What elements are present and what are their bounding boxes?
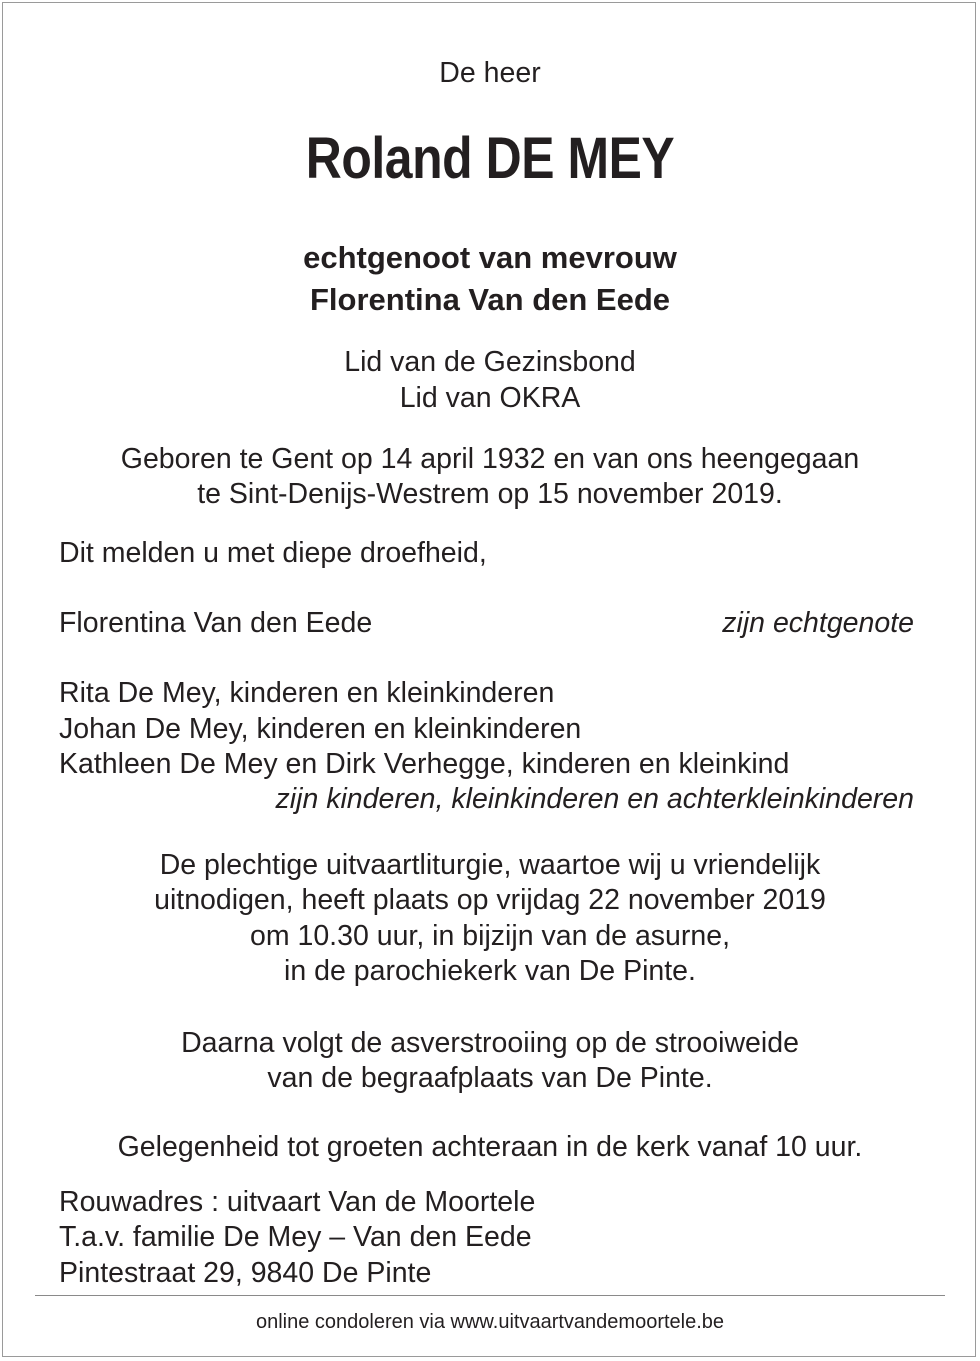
membership-line: Lid van de Gezinsbond — [344, 346, 636, 378]
scattering-line: Daarna volgt de asverstrooiing op de strooiweide — [181, 1027, 799, 1059]
spouse-name: Florentina Van den Eede — [309, 282, 671, 317]
mourner-child: Kathleen De Mey en Dirk Verhegge, kinderen en kleinkind — [59, 748, 790, 780]
announcement: Dit melden u met diepe droefheid, — [59, 537, 487, 569]
mourner-children-role: zijn kinderen, kleinkinderen en achterkleinkinderen — [275, 783, 914, 815]
spouse-intro: echtgenoot van mevrouw — [303, 240, 677, 275]
deceased-name: Roland DE MEY — [305, 126, 675, 191]
scattering-line: van de begraafplaats van De Pinte. — [267, 1062, 713, 1094]
condolence-visit: Gelegenheid tot groeten achteraan in de kerk vanaf 10 uur. — [117, 1131, 863, 1163]
funeral-line: De plechtige uitvaartliturgie, waartoe wij u vriendelijk — [159, 849, 821, 881]
funeral-line: uitnodigen, heeft plaats op vrijdag 22 november 2019 — [154, 884, 826, 916]
mourner-child: Rita De Mey, kinderen en kleinkinderen — [59, 677, 555, 709]
address-line: Rouwadres : uitvaart Van de Moortele — [59, 1186, 536, 1218]
birth-death-line: te Sint-Denijs-Westrem op 15 november 2019. — [197, 478, 783, 510]
footer-divider — [35, 1295, 945, 1296]
salutation: De heer — [439, 57, 541, 89]
birth-death-line: Geboren te Gent op 14 april 1932 en van ons heengegaan — [120, 443, 860, 475]
address-line: Pintestraat 29, 9840 De Pinte — [59, 1257, 432, 1289]
online-condolence-footer: online condoleren via www.uitvaartvandemoortele.be — [255, 1311, 725, 1333]
mourner-child: Johan De Mey, kinderen en kleinkinderen — [59, 713, 582, 745]
mourner-spouse-role: zijn echtgenote — [722, 607, 914, 639]
mourner-spouse-name: Florentina Van den Eede — [59, 607, 373, 639]
address-line: T.a.v. familie De Mey – Van den Eede — [59, 1221, 532, 1253]
membership-line: Lid van OKRA — [399, 382, 581, 414]
funeral-line: in de parochiekerk van De Pinte. — [284, 955, 696, 987]
funeral-line: om 10.30 uur, in bijzijn van de asurne, — [249, 920, 731, 952]
